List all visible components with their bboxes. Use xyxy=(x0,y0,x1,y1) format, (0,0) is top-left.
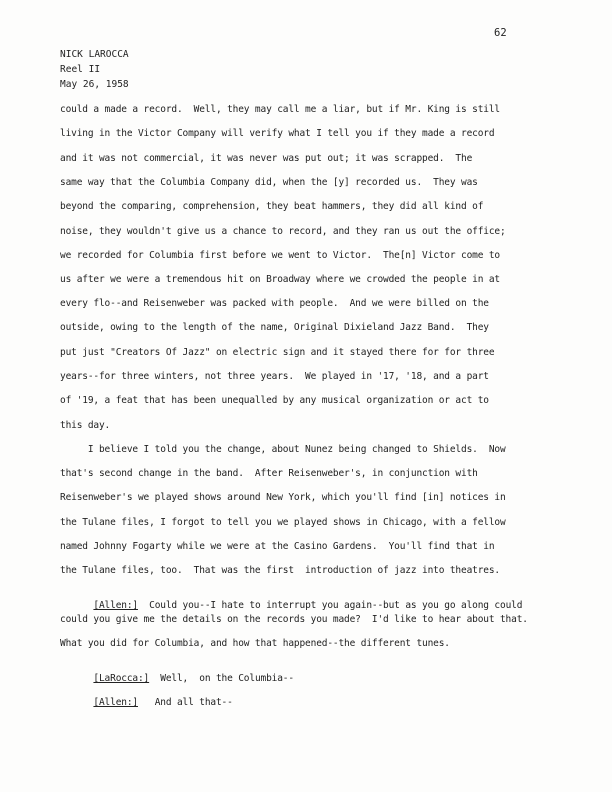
interview-date: May 26, 1958 xyxy=(60,79,129,90)
reel-label: Reel II xyxy=(60,64,101,75)
transcript-line: What you did for Columbia, and how that happened--the different tunes. xyxy=(60,638,450,649)
transcript-line: the Tulane files, too. That was the first introduction of jazz into theatres. xyxy=(60,565,500,576)
transcript-line: years--for three winters, not three years. We played in '17, '18, and a part xyxy=(60,371,489,382)
speaker-text: Well, on the Columbia-- xyxy=(149,673,294,684)
transcript-line: could a made a record. Well, they may call me a liar, but if Mr. King is still xyxy=(60,104,500,115)
transcript-line: same way that the Columbia Company did, when the [y] recorded us. They was xyxy=(60,177,478,188)
transcript-line: put just "Creators Of Jazz" on electric sign and it stayed there for for three xyxy=(60,347,495,358)
transcript-line: this day. xyxy=(60,420,111,431)
page-number: 62 xyxy=(494,27,507,39)
transcript-line: named Johnny Fogarty while we were at the Casino Gardens. You'll find that in xyxy=(60,541,495,552)
transcript-line: that's second change in the band. After Reisenweber's, in conjunction with xyxy=(60,468,478,479)
transcript-speaker-line xyxy=(60,686,233,719)
transcript-line: and it was not commercial, it was never was put out; it was scrapped. The xyxy=(60,153,473,164)
transcript-line: every flo--and Reisenweber was packed with people. And we were billed on the xyxy=(60,298,489,309)
speaker-label: [LaRocca:] xyxy=(93,673,150,684)
transcript-line: could you give me the details on the records you made? I'd like to hear about that. xyxy=(60,614,528,625)
document-header xyxy=(60,47,129,92)
transcript-line: noise, they wouldn't give us a chance to record, and they ran us out the office; xyxy=(60,226,506,237)
transcript-line: I believe I told you the change, about Nunez being changed to Shields. Now xyxy=(60,444,506,455)
speaker-label: [Allen:] xyxy=(93,600,138,611)
transcript-line: beyond the comparing, comprehension, they beat hammers, they did all kind of xyxy=(60,201,484,212)
interviewee-name: NICK LAROCCA xyxy=(60,49,129,60)
transcript-line: of '19, a feat that has been unequalled by any musical organization or act to xyxy=(60,395,489,406)
speaker-text: Could you--I hate to interrupt you again--but as you go along could xyxy=(137,600,523,611)
speaker-text: And all that-- xyxy=(137,697,233,708)
transcript-line: we recorded for Columbia first before we went to Victor. The[n] Victor come to xyxy=(60,250,500,261)
transcript-line: living in the Victor Company will verify what I tell you if they made a record xyxy=(60,128,495,139)
transcript-line: Reisenweber's we played shows around New York, which you'll find [in] notices in xyxy=(60,492,506,503)
transcript-line: outside, owing to the length of the name, Original Dixieland Jazz Band. They xyxy=(60,322,489,333)
transcript-line: us after we were a tremendous hit on Broadway where we crowded the people in at xyxy=(60,274,500,285)
speaker-label: [Allen:] xyxy=(93,697,138,708)
transcript-line: the Tulane files, I forgot to tell you we played shows in Chicago, with a fellow xyxy=(60,517,506,528)
